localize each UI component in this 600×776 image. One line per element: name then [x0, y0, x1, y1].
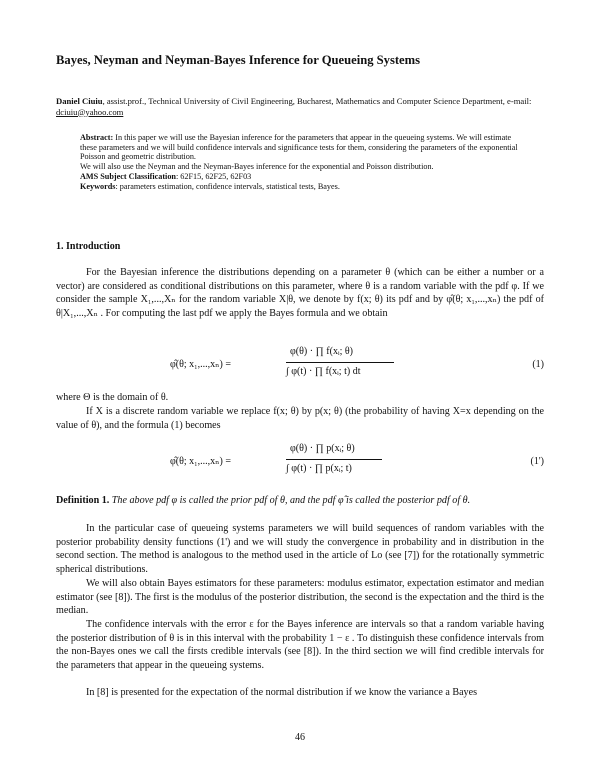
intro-paragraph-6: The confidence intervals with the error ε for the Bayes inference are intervals so that a random variable having the posterior distribution of θ is in this interval with the probability 1 − ε . To distinguish these confidence intervals from the non-Bayes ones we call the firsts credible intervals (see [8]). In the third section we will find credible intervals for the parameters that appear in the queueing systems. — [56, 619, 544, 671]
keywords-text: : parameters estimation, confidence intervals, statistical tests, Bayes. — [115, 181, 340, 191]
definition-label: Definition 1. — [56, 495, 110, 506]
intro-paragraph-7: In [8] is presented for the expectation of the normal distribution if we know the variance a Bayes — [86, 687, 478, 698]
intro-paragraph-1: For the Bayesian inference the distributions depending on a parameter θ (which can be either a number or a vector) are considered as conditional distributions on this parameter, where θ is a random variable with the pdf φ. If we consider the sample X₁,...,Xₙ for the random variable X|θ, we denote by f(x; θ) its pdf and by φ̂(θ; x₁,...,xₙ) the pdf of θ|X₁,...,Xₙ . For computing the last pdf we apply the Bayes formula and we obtain — [56, 267, 544, 319]
author-block — [56, 96, 548, 117]
definition-1 — [56, 494, 544, 508]
equation-1-prime — [0, 443, 600, 483]
equation-1-prime-denominator: ∫ φ(t) · ∏ p(xᵢ; t) — [286, 463, 352, 474]
equation-1 — [0, 346, 600, 386]
section-heading-introduction: 1. Introduction — [56, 241, 121, 252]
intro-paragraph-3: If X is a discrete random variable we replace f(x; θ) by p(x; θ) (the probability of having X=x depending on the value of θ), and the formula (1) becomes — [56, 406, 544, 431]
equation-1-label: (1) — [532, 359, 544, 370]
equation-1-denominator: ∫ φ(t) · ∏ f(xᵢ; t) dt — [286, 366, 361, 377]
equation-1-lhs: φ̂(θ; x₁,...,xₙ) = — [170, 359, 231, 370]
definition-text: The above pdf φ is called the prior pdf of θ, and the pdf φ̂ is called the posterior pdf of θ. — [109, 495, 471, 506]
intro-paragraph-2: where Θ is the domain of θ. — [56, 392, 169, 403]
author-email-link[interactable]: dciuiu@yahoo.com — [56, 106, 124, 117]
keywords-label: Keywords — [80, 181, 116, 191]
ams-label: AMS Subject Classification — [80, 171, 176, 181]
abstract-block — [80, 133, 525, 191]
equation-1-prime-lhs: φ̂(θ; x₁,...,xₙ) = — [170, 456, 231, 467]
ams-codes: : 62F15, 62F25, 62F03 — [175, 171, 252, 181]
abstract-text: In this paper we will use the Bayesian inference for the parameters that appear in the queueing systems. We will estimate these parameters and we will build confidence intervals and significance tests for them, considering the parameters of the exponential Poisson and geometric distribution. — [80, 133, 518, 162]
paper-title: Bayes, Neyman and Neyman-Bayes Inference for Queueing Systems — [56, 53, 421, 67]
fraction-bar — [286, 362, 394, 363]
equation-1-prime-numerator: φ(θ) · ∏ p(xᵢ; θ) — [290, 443, 355, 454]
intro-paragraph-4: In the particular case of queueing systems parameters we will build sequences of random variables with the posterior probability density functions (1') and we will study the convergence in probability and in distribution in the second section. The method is analogous to the method used in the article of Lo (see [7]) for the rotationally symmetric spherical distributions. — [56, 523, 544, 575]
author-name: Daniel Ciuiu — [56, 96, 103, 106]
equation-1-numerator: φ(θ) · ∏ f(xᵢ; θ) — [290, 346, 353, 357]
page-number: 46 — [295, 732, 305, 743]
intro-paragraph-5: We will also obtain Bayes estimators for these parameters: modulus estimator, expectation estimator and median estimator (see [8]). The first is the modulus of the posterior distribution, the second is the expectation and the third is the median. — [56, 578, 544, 617]
abstract-label: Abstract: — [80, 133, 114, 142]
abstract-text-2: We will also use the Neyman and the Neyman-Bayes inference for the exponential and Poisson distribution. — [80, 162, 434, 172]
fraction-bar — [286, 459, 382, 460]
author-affiliation: , assist.prof., Technical University of Civil Engineering, Bucharest, Mathematics and Computer Science Department, e-mail: — [102, 96, 532, 106]
equation-1-prime-label: (1') — [530, 456, 544, 467]
